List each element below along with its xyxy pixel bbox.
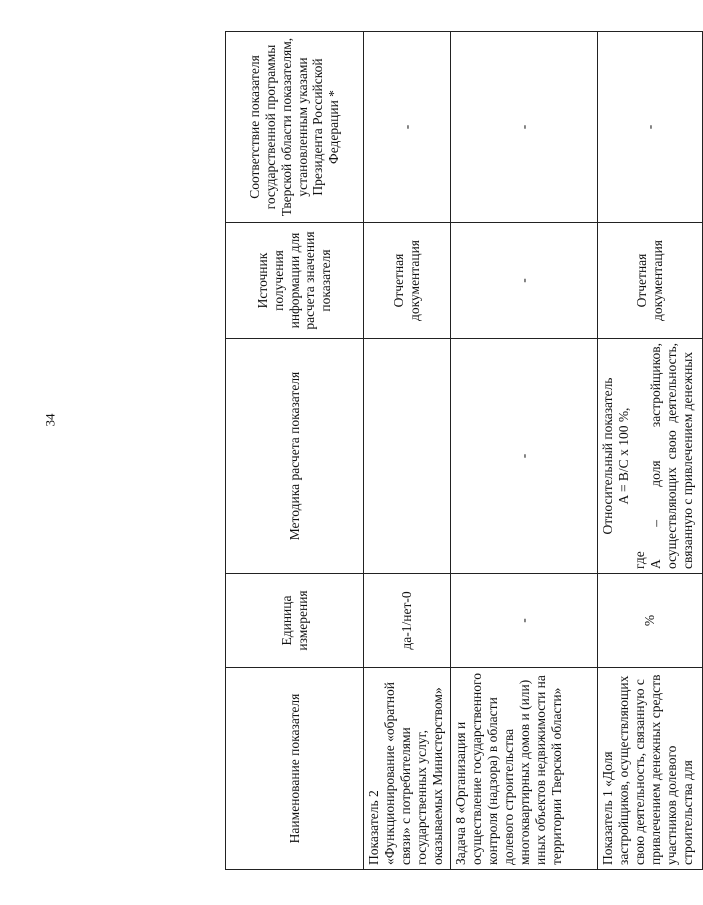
- method-definition: A – доля застройщиков, осуществляющих свою деятельность, связанную с привлечением денежных: [647, 343, 695, 569]
- header-unit: Единица измерения: [226, 574, 364, 668]
- page-number: [40, 405, 60, 435]
- row3-compliance: -: [598, 32, 703, 223]
- row1-compliance: -: [364, 32, 451, 223]
- row1-unit: да-1/нет-0: [364, 574, 451, 668]
- indicator-table: [225, 31, 703, 870]
- method-formula: A = B/C x 100 %,: [615, 407, 631, 505]
- method-intro: Относительный показатель: [600, 377, 615, 535]
- row2-source: -: [451, 223, 598, 339]
- row3-unit: %: [598, 574, 703, 668]
- row2-compliance: -: [451, 32, 598, 223]
- header-compliance: Соответствие показателя государственной программы Тверской области показателям, установленным указами Президента Российской Федерации *: [226, 32, 364, 223]
- table-row: [598, 32, 703, 870]
- table-row: [364, 32, 451, 870]
- header-name: Наименование показателя: [226, 668, 364, 870]
- method-where: где: [631, 551, 647, 569]
- page-number-text: 34: [42, 413, 57, 427]
- header-source: Источник получения информации для расчета значения показателя: [226, 223, 364, 339]
- row3-method: [598, 339, 703, 574]
- row2-name: Задача 8 «Организация и осуществление государственного контроля (надзора) в области долевого строительства многоквартирных домов и (или) иных объектов недвижимости на территории Тверской области»: [451, 668, 598, 870]
- row1-source: Отчетная документация: [364, 223, 451, 339]
- header-method: Методика расчета показателя: [226, 339, 364, 574]
- indicator-table-rotated: [225, 32, 695, 870]
- row1-name: Показатель 2 «Функционирование «обратной связи» с потребителями государственных услуг, оказываемых Министерством»: [364, 668, 451, 870]
- row3-source: Отчетная документация: [598, 223, 703, 339]
- row2-method: -: [451, 339, 598, 574]
- table-row: [451, 32, 598, 870]
- row1-method: [364, 339, 451, 574]
- row3-name: Показатель 1 «Доля застройщиков, осуществляющих свою деятельность, связанную с привлечением денежных средств участников долевого строительства для: [598, 668, 703, 870]
- row2-unit: -: [451, 574, 598, 668]
- table-header-row: [226, 32, 364, 870]
